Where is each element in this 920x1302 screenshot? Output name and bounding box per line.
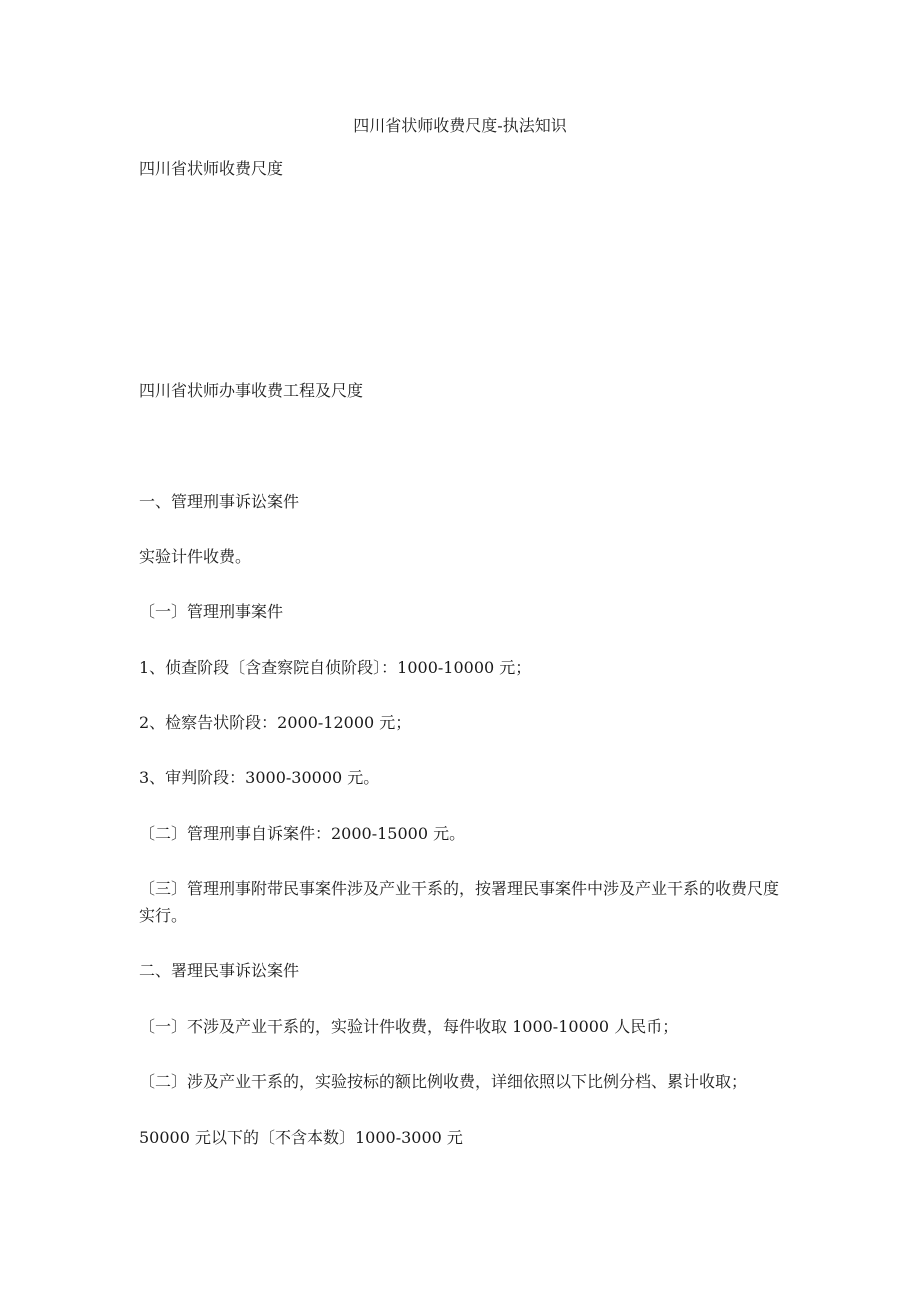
- paragraph-heading: 四川省状师收费尺度: [139, 159, 284, 178]
- paragraph-section-1: 一、管理刑事诉讼案件: [139, 492, 300, 511]
- paragraph-section-2: 二、署理民事诉讼案件: [139, 961, 300, 980]
- paragraph: 〔一〕管理刑事案件: [139, 602, 284, 621]
- paragraph: 实验计件收费。: [139, 547, 252, 566]
- paragraph: 1、侦查阶段〔含查察院自侦阶段〕：1000-10000 元；: [139, 658, 532, 677]
- document-title: 四川省状师收费尺度-执法知识: [353, 116, 567, 135]
- paragraph-subheading: 四川省状师办事收费工程及尺度: [139, 381, 364, 400]
- paragraph: 〔二〕涉及产业干系的，实验按标的额比例收费，详细依照以下比例分档、累计收取；: [139, 1072, 748, 1091]
- paragraph: 2、检察告状阶段：2000-12000 元；: [139, 713, 412, 732]
- paragraph: 〔三〕管理刑事附带民事案件涉及产业干系的，按署理民事案件中涉及产业干系的收费尺度实行。: [139, 879, 780, 925]
- paragraph: 〔二〕管理刑事自诉案件：2000-15000 元。: [139, 824, 466, 843]
- paragraph: 3、审判阶段：3000-30000 元。: [139, 768, 380, 787]
- paragraph: 〔一〕不涉及产业干系的，实验计件收费，每件收取 1000-10000 人民币；: [139, 1017, 679, 1036]
- paragraph: 50000 元以下的〔不含本数〕1000-3000 元: [139, 1128, 463, 1147]
